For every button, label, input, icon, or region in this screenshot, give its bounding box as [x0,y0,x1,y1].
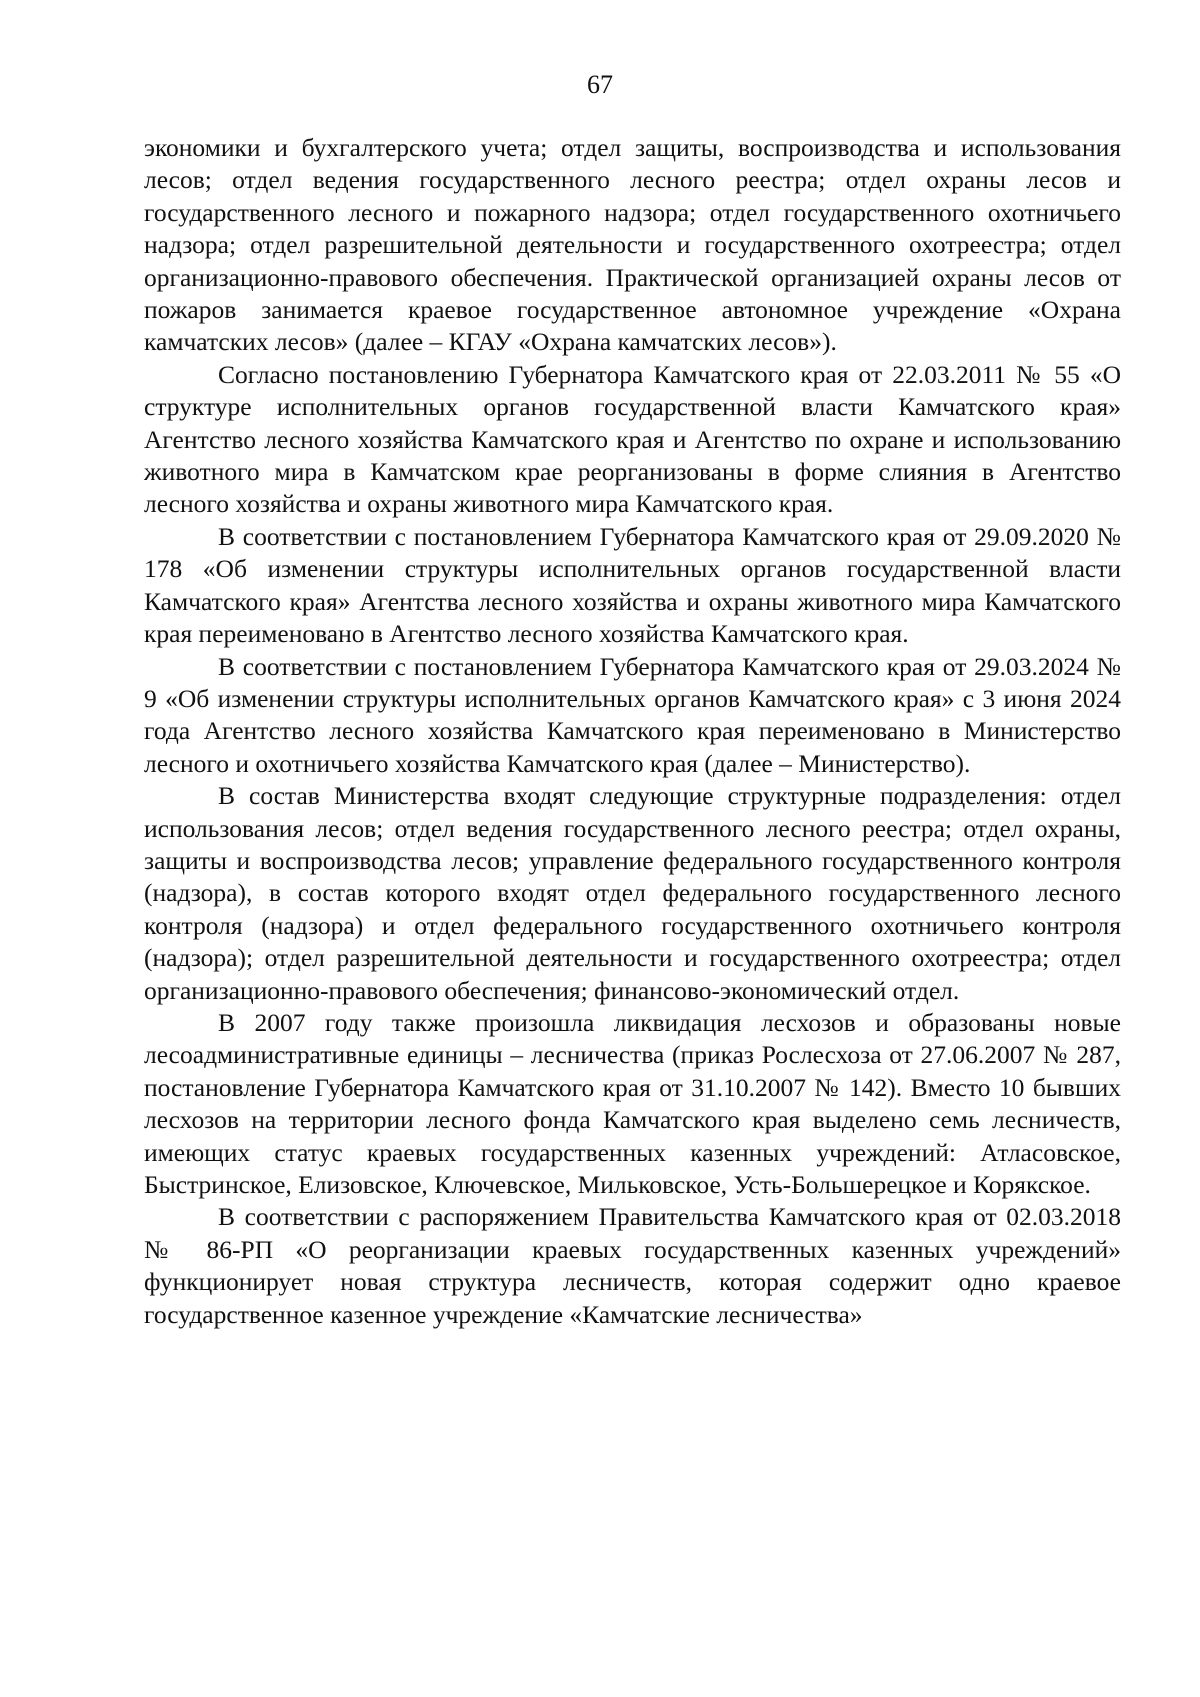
paragraph: В соответствии с постановлением Губернатора Камчатского края от 29.09.2020 № 178 «Об изменении структуры исполнительных органов государственной власти Камчатского края» Агентства лесного хозяйства и охраны животного мира Камчатского края переименовано в Агентство лесного хозяйства Камчатского края. [144,521,1121,649]
paragraph-continues-next-page: В соответствии с распоряжением Правительства Камчатского края от 02.03.2018 № 86-РП «О реорганизации краевых государственных казенных учреждений» функционирует новая структура лесничеств, которая содержит одно краевое государственное казенное учреждение «Камчатские лесничества» [144,1202,1121,1329]
paragraph: В 2007 году также произошла ликвидация лесхозов и образованы новые лесоадминистративные единицы – лесничества (приказ Рослесхоза от 27.06.2007 № 287, постановление Губернатора Камчатского края от 31.10.2007 № 142). Вместо 10 бывших лесхозов на территории лесного фонда Камчатского края выделено семь лесничеств, имеющих статус краевых государственных казенных учреждений: Атласовское, Быстринское, Елизовское, Ключевское, Мильковское, Усть-Большерецкое и Корякское. [144,1007,1121,1199]
paragraph: В соответствии с постановлением Губернатора Камчатского края от 29.03.2024 № 9 «Об изменении структуры исполнительных органов Камчатского края» с 3 июня 2024 года Агентство лесного хозяйства Камчатского края переименовано в Министерство лесного и охотничьего хозяйства Камчатского края (далее – Министерство). [144,651,1121,778]
document-body [144,132,1121,1331]
paragraph: Согласно постановлению Губернатора Камчатского края от 22.03.2011 № 55 «О структуре исполнительных органов государственной власти Камчатского края» Агентство лесного хозяйства Камчатского края и Агентство по охране и использованию животного мира в Камчатском крае реорганизованы в форме слияния в Агентство лесного хозяйства и охраны животного мира Камчатского края. [144,359,1121,519]
page-number: 67 [587,70,613,99]
paragraph: В состав Министерства входят следующие структурные подразделения: отдел использования лесов; отдел ведения государственного лесного реестра; отдел охраны, защиты и воспроизводства лесов; управление федерального государственного контроля (надзора), в состав которого входят отдел федерального государственного лесного контроля (надзора) и отдел федерального государственного охотничьего контроля (надзора); отдел разрешительной деятельности и государственного охотреестра; отдел организационно-правового обеспечения; финансово-экономический отдел. [144,781,1121,1005]
paragraph-continuation: экономики и бухгалтерского учета; отдел защиты, воспроизводства и использования лесов; отдел ведения государственного лесного реестра; отдел охраны лесов и государственного лесного и пожарного надзора; отдел государственного охотничьего надзора; отдел разрешительной деятельности и государственного охотреестра; отдел организационно-правового обеспечения. Практической организацией охраны лесов от пожаров занимается краевое государственное автономное учреждение «Охрана камчатских лесов» (далее – КГАУ «Охрана камчатских лесов»). [144,133,1121,357]
